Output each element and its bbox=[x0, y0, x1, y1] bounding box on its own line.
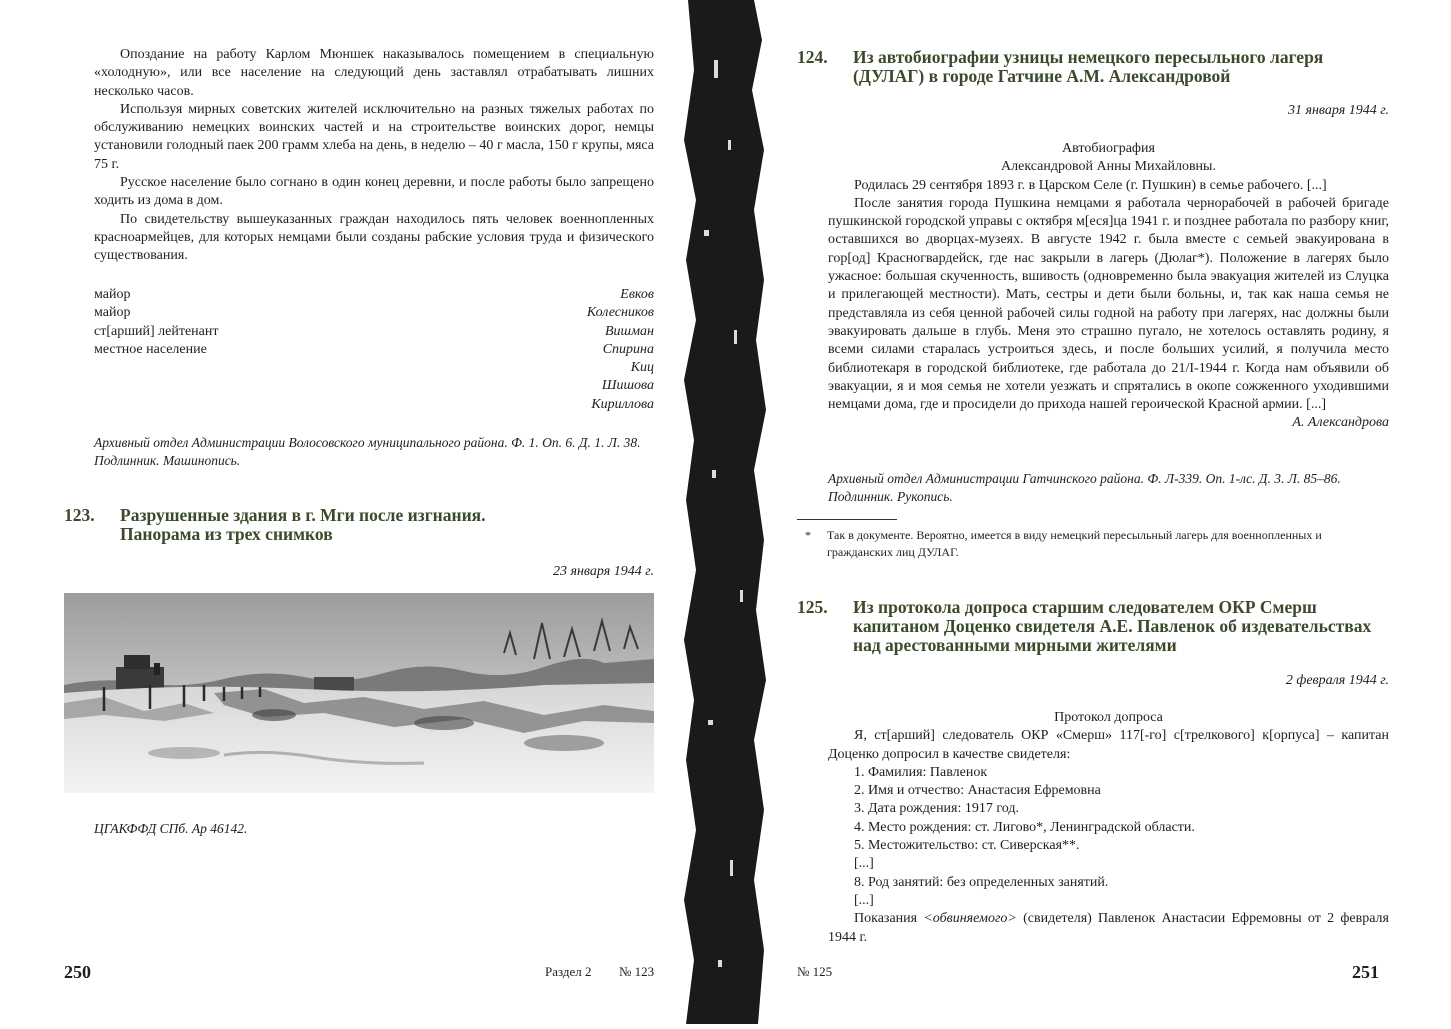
page-number: 250 bbox=[64, 962, 91, 982]
left-page bbox=[0, 0, 690, 1024]
document-title: Из протокола допроса старшим следователем ОКР Смерш капитаном Доценко свидетеля А.Е. Павленок об издевательствах над арестованными мирными жителями bbox=[853, 597, 1372, 655]
archive-source: Архивный отдел Администрации Гатчинского района. Ф. Л-339. Оп. 1-лс. Д. 3. Л. 85–86. Подлинник. Рукопись. bbox=[828, 471, 1341, 504]
footnote bbox=[797, 527, 1389, 561]
footer-section: Раздел 2 bbox=[545, 964, 592, 979]
binding-gutter bbox=[684, 0, 766, 1024]
signature-role: майор bbox=[94, 287, 131, 302]
document-title: Разрушенные здания в г. Мги после изгнания. Панорама из трех снимков bbox=[120, 505, 486, 544]
list-item: 4. Место рождения: ст. Лигово*, Ленинградской области. bbox=[854, 819, 1195, 835]
list-item: 2. Имя и отчество: Анастасия Ефремовна bbox=[854, 783, 1101, 799]
document-heading-124 bbox=[797, 48, 1389, 86]
footer-doc-number: № 125 bbox=[797, 964, 833, 979]
signature-row bbox=[94, 304, 654, 322]
signature-name: Вишман bbox=[605, 323, 654, 339]
signature-row bbox=[94, 359, 654, 377]
intro-text bbox=[94, 46, 654, 266]
list-item: [...] bbox=[854, 892, 874, 908]
panorama-photo bbox=[64, 593, 654, 793]
signature-row bbox=[94, 396, 654, 414]
signature-row bbox=[94, 341, 654, 359]
paragraph: Русское население было согнано в один конец деревни, и после работы было запрещено ходить из дома в дом. bbox=[94, 175, 654, 209]
signature-role: майор bbox=[94, 305, 131, 321]
signature-name: Колесников bbox=[586, 305, 654, 321]
right-page bbox=[762, 0, 1451, 1024]
photo-caption: ЦГАКФФД СПб. Ар 46142. bbox=[94, 821, 248, 836]
archive-source: Архивный отдел Администрации Волосовского муниципального района. Ф. 1. Оп. 6. Д. 1. Л. 38. Подлинник. Машинопись. bbox=[94, 435, 641, 468]
footnote-mark: * bbox=[805, 528, 811, 542]
signature-name: Спирина bbox=[602, 341, 654, 357]
autobiography-text bbox=[828, 140, 1389, 433]
document-number: 125. bbox=[797, 597, 828, 617]
testimony-paragraph bbox=[828, 910, 1389, 947]
protocol-text bbox=[828, 709, 1389, 947]
author-signature: А. Александрова bbox=[1292, 415, 1389, 431]
signature-list bbox=[94, 286, 654, 414]
signature-row bbox=[94, 286, 654, 304]
list-item: 5. Местожительство: ст. Сиверская**. bbox=[854, 838, 1080, 854]
list-item: 3. Дата рождения: 1917 год. bbox=[854, 801, 1019, 817]
footnote-rule bbox=[797, 519, 897, 520]
document-title: Из автобиографии узницы немецкого пересыльного лагеря (ДУЛАГ) в городе Гатчине А.М. Александровой bbox=[853, 47, 1324, 86]
document-header: Протокол допроса bbox=[1054, 710, 1163, 725]
paragraph: Используя мирных советских жителей исключительно на разных тяжелых работах по обслуживанию немецких воинских частей и на строительстве воинских дорог, немцы установили голодный паек 200 грамм хлеба на день, в неделю – 40 г масла, 150 г крупы, мяса 75 г. bbox=[94, 101, 654, 172]
document-heading-125 bbox=[797, 598, 1389, 655]
document-number: 124. bbox=[797, 47, 828, 67]
paragraph: Я, ст[арший] следователь ОКР «Смерш» 117[-го] с[трелкового] к[орпуса] – капитан Доценко допросил в качестве свидетеля: bbox=[828, 728, 1389, 762]
signature-row bbox=[94, 377, 654, 395]
list-item: 8. Род занятий: без определенных занятий. bbox=[854, 874, 1109, 890]
footer-doc-number: № 123 bbox=[619, 964, 655, 979]
signature-role: местное население bbox=[94, 341, 207, 357]
list-item: 1. Фамилия: Павленок bbox=[854, 764, 988, 780]
document-date: 23 января 1944 г. bbox=[552, 564, 654, 579]
paragraph: Родилась 29 сентября 1893 г. в Царском Селе (г. Пушкин) в семье рабочего. [...] bbox=[854, 177, 1327, 193]
testimony-struck: <обвиняемого> bbox=[923, 911, 1017, 927]
document-date: 31 января 1944 г. bbox=[1287, 103, 1389, 118]
document-header: Автобиография bbox=[1062, 141, 1155, 156]
signature-row bbox=[94, 323, 654, 341]
document-header: Александровой Анны Михайловны. bbox=[1001, 159, 1216, 175]
paragraph: После занятия города Пушкина немцами я работала чернорабочей в рабочей бригаде пушкинской городской управы с октября м[еся]ца 1941 г. и позднее работала по разбору книг, оставшихся во дворцах-музеях. В августе 1942 г. была вместе с семьей эвакуирована в гор[од] Красногвардейск, где нас закрыли в лагерь (Дюлаг*). Положение в лагерях было ужасное: большая скученность, вшивость (одновременно была эвакуация жителей из Слуцка и прилегающей местности). Мать, сестры и дети были больны, и, так как наша семья не представляла из себя ценной рабочей силы годной на работу при лагерях, нас должны были эвакуировать дальше в глубь. Меня это страшно пугало, не хотелось оставлять родину, я всеми силами старалась устроиться здесь, и после больших усилий, я получила место библиотекаря в городской библиотеке, где работала до 21/I-1944 г. Когда нам объявили об эвакуации, я и моя семья не хотели уезжать и спрятались в окопе сожженного уходившими немцами дома, где и просидели до прихода нашей героической Красной армии. [...] bbox=[828, 195, 1389, 413]
footnote-text: Так в документе. Вероятно, имеется в виду немецкий пересыльный лагерь для военнопленных и гражданских лиц ДУЛАГ. bbox=[827, 528, 1322, 559]
paragraph: Опоздание на работу Карлом Мюншек наказывалось помещением в специальную «холодную», или все население на следующий день заставлял отрабатывать лишних несколько часов. bbox=[94, 47, 654, 99]
signature-role: ст[арший] лейтенант bbox=[94, 323, 219, 339]
testimony-start: Показания bbox=[854, 911, 924, 927]
document-number: 123. bbox=[64, 505, 95, 525]
testimony-rest: (свидетеля) Павленок Анастасии Ефремовны от 2 февраля 1944 г. bbox=[828, 911, 1389, 945]
list-item: [...] bbox=[854, 856, 874, 872]
paragraph: По свидетельству вышеуказанных граждан находилось пять человек военнопленных красноармейцев, для которых немцами были созданы рабские условия труда и физического существования. bbox=[94, 211, 654, 264]
document-heading-123 bbox=[64, 506, 654, 544]
signature-name: Кириллова bbox=[591, 396, 654, 412]
signature-name: Шишова bbox=[601, 378, 654, 394]
signature-name: Киц bbox=[630, 360, 654, 376]
document-date: 2 февраля 1944 г. bbox=[1285, 673, 1389, 688]
page-number: 251 bbox=[1352, 962, 1379, 982]
signature-name: Евков bbox=[620, 287, 654, 302]
